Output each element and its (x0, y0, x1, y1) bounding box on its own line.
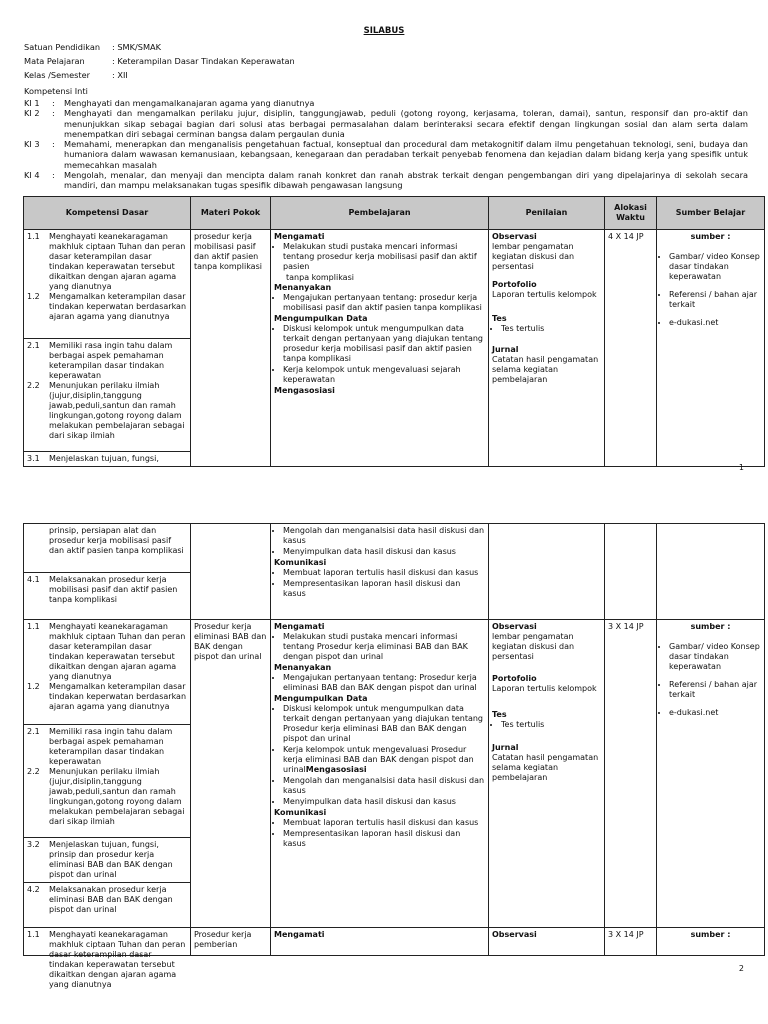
penilaian-cell (489, 620, 605, 928)
kd-text: Memiliki rasa ingin tahu dalam berbagai aspek pemahaman keterampilan dasar tindakan keperawatan (49, 341, 173, 380)
kd-cell (24, 620, 191, 928)
kd-text: Menghayati keanekaragaman makhluk ciptaan Tuhan dan peran dasar keterampilan dasar tindakan keperawatan tersebut dikaitkan dengan ajaran agama yang dianutnya (49, 622, 186, 681)
syllabus-table-page1 (23, 196, 765, 467)
assessment-heading: Jurnal (492, 345, 519, 354)
source-item: • Gambar/ video Konsep dasar tindakan keperawatan (669, 252, 761, 282)
ki-text: Menghayati dan mengamalkan perilaku jujur, disiplin, tanggungjawab, peduli (gotong royong, kerjasama, toleran, damai), santun, responsif dan pro-aktif dan menunjukkan sikap sebagai bagian dari solusi atas berbagai permasalahan dalam berinteraksi secara efektif dengan lingkungan sosial dan alam serta dalam menempatkan diri sebagai cerminan bangsa dalam pergaulan dunia (64, 108, 748, 139)
step-item: • Menyimpulkan data hasil diskusi dan kasus (283, 547, 485, 557)
meta-label: Kelas /Semester (24, 69, 91, 80)
header-alokasi: Alokasi Waktu (605, 197, 657, 230)
step-item: • Membuat laporan tertulis hasil diskusi dan kasus (283, 568, 485, 578)
kd-text: Menunjukan perilaku ilmiah (jujur,disiplin,tanggung jawab,peduli,santun dan ramah lingkungan,gotong royong dalam melakukan pembelajaran sebagai dari sikap ilmiah (49, 767, 185, 826)
kd-text: Menjelaskan tujuan, fungsi, (49, 454, 159, 463)
kd-number: 2.1 (27, 727, 40, 736)
ki-text: Mengolah, menalar, dan menyaji dan mencipta dalam ranah konkret dan ranah abstrak terkait dengan pengembangan diri yang dipelajarinya di sekolah secara mandiri, dan mampu melaksanakan tugas spesifik dibawah pengawasan langsung (64, 169, 748, 190)
pembelajaran-cell (271, 524, 489, 620)
step-item: • Kerja kelompok untuk mengevaluasi sejarah keperawatan (283, 365, 485, 385)
source-item: • Referensi / bahan ajar terkait (669, 680, 761, 700)
assessment-heading: Tes (492, 710, 507, 719)
materi-cell: Prosedur kerja eliminasi BAB dan BAK dengan pispot dan urinal (191, 620, 271, 928)
header-materi: Materi Pokok (191, 197, 271, 230)
kd-number: 4.1 (27, 575, 40, 584)
sumber-cell (657, 230, 765, 467)
kd-text: Menghayati keanekaragaman makhluk ciptaan Tuhan dan peran dasar keterampilan dasar tindakan keperawatan tersebut dikaitkan dengan ajaran agama yang dianutnya (49, 232, 186, 291)
step-heading: Mengamati (274, 232, 325, 241)
meta-value: : Keterampilan Dasar Tindakan Keperawatan (112, 55, 295, 66)
step-item-text: Kerja kelompok untuk mengevaluasi Prosedur kerja eliminasi BAB dan BAK dengan pispot dan urinal (283, 745, 474, 774)
page-title: SILABUS (363, 26, 405, 36)
header-pembelajaran: Pembelajaran (271, 197, 489, 230)
penilaian-cell (489, 230, 605, 467)
assessment-heading: Portofolio (492, 280, 537, 289)
step-item: • Menyimpulkan data hasil diskusi dan kasus (283, 797, 485, 807)
sumber-cell (657, 524, 765, 620)
meta-label: Mata Pelajaran (24, 55, 85, 66)
kd-number: 2.1 (27, 341, 40, 350)
alokasi-cell (605, 524, 657, 620)
kd-number: 3.1 (27, 454, 40, 463)
assessment-text: lembar pengamatan kegiatan diskusi dan persentasi (492, 632, 575, 661)
syllabus-table-page2 (23, 523, 765, 989)
page-number: 1 (738, 463, 744, 472)
penilaian-cell (489, 928, 605, 956)
step-heading: Mengamati (274, 930, 325, 939)
pembelajaran-cell (271, 928, 489, 956)
kd-number: 3.2 (27, 840, 40, 849)
kd-text: Melaksanakan prosedur kerja mobilisasi pasif dan aktif pasien tanpa komplikasi (49, 575, 178, 604)
step-item: • Mengajukan pertanyaan tentang: Prosedur kerja eliminasi BAB dan BAK dengan pispot dan urinal (283, 673, 485, 693)
kd-number: 4.2 (27, 885, 40, 894)
assessment-heading: Portofolio (492, 674, 537, 683)
assessment-item: • Tes tertulis (501, 720, 601, 730)
alokasi-cell: 3 X 14 JP (605, 620, 657, 928)
kd-number: 1.1 (27, 622, 40, 631)
kd-cell (24, 524, 191, 620)
assessment-item: • Tes tertulis (501, 324, 601, 334)
kd-number: 1.1 (27, 930, 40, 939)
source-item: • Referensi / bahan ajar terkait (669, 290, 761, 310)
kd-text: Mengamalkan keterampilan dasar tindakan keperwatan berdasarkan ajaran agama yang dianutnya (49, 682, 187, 711)
penilaian-cell (489, 524, 605, 620)
header-sumber: Sumber Belajar (657, 197, 765, 230)
step-item: • Mempresentasikan laporan hasil diskusi dan kasus (283, 579, 485, 599)
ki-text: Memahami, menerapkan dan menganalisis pengetahuan factual, konseptual dan procedural dam metakognitif dalam ilmu pengetahuan teknologi, seni, budaya dan humaniora dalam wawasan kemanusiaan, kebangsaan, kenegaraan dan peradaban terkait penyebab fenomena dan kejadian dalam bidang kerja yang spesifik untuk memecahkan masalah (64, 139, 748, 170)
step-heading: Mengasosiasi (274, 386, 335, 395)
assessment-text: Catatan hasil pengamatan selama kegiatan pembelajaran (492, 355, 599, 384)
step-item: • Mengajukan pertanyaan tentang: prosedur kerja mobilisasi pasif dan aktif pasien tanpa komplikasi (283, 293, 485, 313)
kd-cell (24, 230, 191, 467)
alokasi-cell: 3 X 14 JP (605, 928, 657, 956)
meta-value: : SMK/SMAK (112, 41, 161, 52)
step-item: • Membuat laporan tertulis hasil diskusi dan kasus (283, 818, 485, 828)
ki-list: KI 1 : Menghayati dan mengamalkanajaran agama yang dianutnya KI 2 : Menghayati dan mengamalkan perilaku jujur, disiplin, tanggungjawab, peduli (gotong royong, kerjasama, toleran, damai), santun, responsif dan pro-aktif dan menunjukkan sikap sebagai bagian dari solusi atas berbagai permasalahan dalam berinteraksi secara efektif dengan lingkungan sosial dan alam serta dalam menempatkan diri sebagai cerminan bangsa dalam pergaulan dunia KI 3 : Memahami, menerapkan dan menganalisis pengetahuan factual, konseptual dan procedural dam metakognitif dalam ilmu pengetahuan teknologi, seni, budaya dan humaniora dalam wawasan kemanusiaan, kebangsaan, kenegaraan dan peradaban terkait penyebab fenomena dan kejadian dalam bidang kerja yang spesifik untuk memecahkan masalah KI 4 : Mengolah, menalar, dan menyaji dan mencipta dalam ranah konkret dan ranah abstrak terkait dengan pengembangan diri yang dipelajarinya di sekolah secara mandiri, dan mampu melaksanakan tugas spesifik dibawah pengawasan langsung (24, 98, 748, 190)
materi-cell: prosedur kerja mobilisasi pasif dan aktif pasien tanpa komplikasi (191, 230, 271, 467)
step-item: • Melakukan studi pustaka mencari informasi tentang Prosedur kerja eliminasi BAB dan BAK dengan pispot dan urinal (283, 632, 485, 662)
step-heading: Komunikasi (274, 558, 327, 567)
step-item (283, 745, 485, 775)
pembelajaran-cell (271, 230, 489, 467)
pembelajaran-cell (271, 620, 489, 928)
assessment-text: Catatan hasil pengamatan selama kegiatan pembelajaran (492, 753, 599, 782)
source-heading: sumber : (690, 622, 731, 631)
kd-number: 1.2 (27, 682, 40, 691)
source-item: • e-dukasi.net (669, 318, 761, 328)
kd-number: 2.2 (27, 381, 40, 390)
source-heading: sumber : (690, 232, 731, 241)
kd-number: 2.2 (27, 767, 40, 776)
step-item: • Melakukan studi pustaka mencari informasi tentang prosedur kerja mobilisasi pasif dan aktif pasien (283, 242, 485, 272)
assessment-heading: Jurnal (492, 743, 519, 752)
ki-number: KI 1 (24, 98, 40, 108)
step-item-tail: tanpa komplikasi (286, 273, 354, 282)
header-penilaian: Penilaian (489, 197, 605, 230)
step-heading: Mengumpulkan Data (274, 694, 368, 703)
step-item: • Diskusi kelompok untuk mengumpulkan data terkait dengan pertanyaan yang diajukan tentang Prosedur kerja eliminasi BAB dan BAK dengan pispot dan urinal (283, 704, 485, 744)
step-heading: Komunikasi (274, 808, 327, 817)
kd-cell (24, 928, 191, 989)
kd-text: Menjelaskan tujuan, fungsi, prinsip dan prosedur kerja eliminasi BAB dan BAK dengan pispot dan urinal (49, 840, 173, 879)
step-item: • Mempresentasikan laporan hasil diskusi dan kasus (283, 829, 485, 849)
document-meta (24, 40, 754, 82)
alokasi-cell: 4 X 14 JP (605, 230, 657, 467)
page-number: 2 (738, 964, 744, 973)
materi-cell: Prosedur kerja pemberian (191, 928, 271, 956)
step-heading: Menanyakan (274, 663, 332, 672)
assessment-text: lembar pengamatan kegiatan diskusi dan persentasi (492, 242, 575, 271)
assessment-heading: Observasi (492, 232, 537, 241)
step-item: • Diskusi kelompok untuk mengumpulkan data terkait dengan pertanyaan yang diajukan tentang prosedur kerja mobilisasi pasif dan aktif pasien tanpa komplikasi (283, 324, 485, 364)
kd-text: prinsip, persiapan alat dan prosedur kerja mobilisasi pasif dan aktif pasien tanpa komplikasi (24, 524, 190, 573)
assessment-heading: Observasi (492, 930, 537, 939)
step-heading: Mengamati (274, 622, 325, 631)
step-heading: Mengasosiasi (305, 765, 367, 774)
meta-label: Satuan Pendidikan (24, 41, 101, 52)
ki-heading: Kompetensi Inti (24, 86, 88, 96)
ki-number: KI 2 (24, 108, 40, 119)
sumber-cell (657, 620, 765, 928)
assessment-heading: Tes (492, 314, 507, 323)
step-item: • Mengolah dan menganalsisi data hasil diskusi dan kasus (283, 776, 485, 796)
kd-text: Menunjukan perilaku ilmiah (jujur,disiplin,tanggung jawab,peduli,santun dan ramah lingkungan,gotong royong dalam melakukan pembelajaran sebagai dari sikap ilmiah (49, 381, 185, 440)
source-heading: sumber : (690, 930, 731, 939)
source-item: • e-dukasi.net (669, 708, 761, 718)
source-item: • Gambar/ video Konsep dasar tindakan keperawatan (669, 642, 761, 672)
step-heading: Menanyakan (274, 283, 332, 292)
step-item: • Mengolah dan menganalsisi data hasil diskusi dan kasus (283, 526, 485, 546)
assessment-text: Laporan tertulis kelompok (492, 290, 597, 299)
header-kd: Kompetensi Dasar (24, 197, 191, 230)
kd-text: Melaksanakan prosedur kerja eliminasi BAB dan BAK dengan pispot dan urinal (49, 885, 173, 914)
ki-number: KI 4 (24, 169, 40, 180)
step-heading: Mengumpulkan Data (274, 314, 368, 323)
kd-text: Memiliki rasa ingin tahu dalam berbagai aspek pemahaman keterampilan dasar tindakan keperawatan (49, 727, 173, 766)
meta-value: : XII (112, 69, 128, 80)
assessment-text: Laporan tertulis kelompok (492, 684, 597, 693)
kd-text: Mengamalkan keterampilan dasar tindakan keperwatan berdasarkan ajaran agama yang dianutnya (49, 292, 187, 321)
assessment-heading: Observasi (492, 622, 537, 631)
materi-cell (191, 524, 271, 620)
kd-number: 1.1 (27, 232, 40, 241)
ki-text: Menghayati dan mengamalkanajaran agama yang dianutnya (64, 98, 315, 108)
sumber-cell (657, 928, 765, 956)
ki-number: KI 3 (24, 139, 40, 149)
kd-text: Menghayati keanekaragaman makhluk ciptaan Tuhan dan peran dasar keterampilan dasar tindakan keperawatan tersebut dikaitkan dengan ajaran agama yang dianutnya (49, 930, 186, 989)
kd-number: 1.2 (27, 292, 40, 301)
